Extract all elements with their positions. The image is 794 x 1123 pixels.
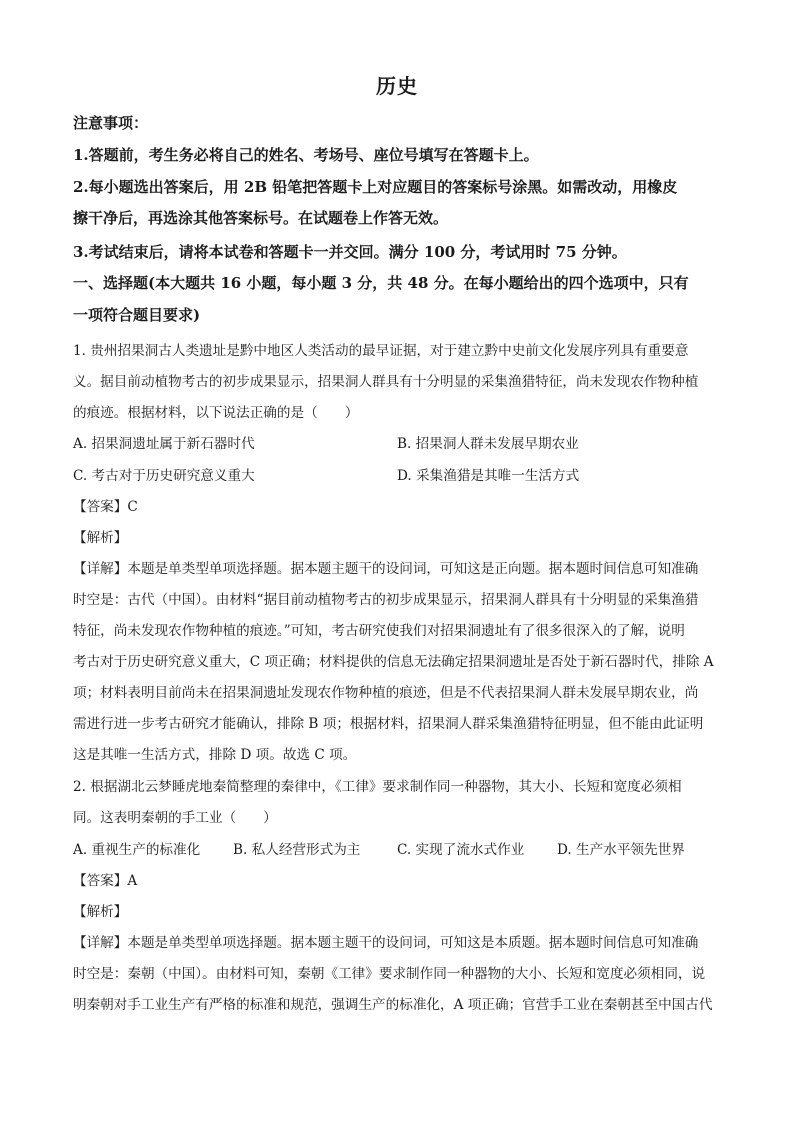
q1-detail-line: 考古对于历史研究意义重大，C 项正确；材料提供的信息无法确定招果洞遗址是否处于新石器时代，排除 A — [73, 654, 714, 670]
notice-heading: 注意事项： — [73, 114, 149, 132]
page-title: 历史 — [376, 74, 418, 98]
notice-item: 2.每小题选出答案后，用 2B 铅笔把答题卡上对应题目的答案标号涂黑。如需改动，用橡皮 — [73, 178, 678, 196]
q1-option-a: A. 招果洞遗址属于新石器时代 — [73, 436, 255, 452]
q1-analysis-label: 【解析】 — [73, 530, 128, 546]
section-heading-cont: 一项符合题目要求) — [73, 306, 201, 324]
q1-detail-line: 项；材料表明目前尚未在招果洞遗址发现农作物种植的痕迹，但是不代表招果洞人群未发展早期农业，尚 — [73, 685, 699, 701]
q1-option-d: D. 采集渔猎是其唯一生活方式 — [397, 468, 580, 484]
q2-stem-line: 同。这表明秦朝的手工业（ ） — [73, 810, 277, 826]
notice-item: 3.考试结束后，请将本试卷和答题卡一并交回。满分 100 分，考试用时 75 分钟。 — [73, 243, 627, 261]
q2-option-b: B. 私人经营形式为主 — [233, 842, 361, 858]
q1-detail-line: 时空是：古代（中国）。由材料“据目前动植物考古的初步成果显示，招果洞人群具有十分明显的采集渔猎 — [73, 592, 699, 608]
section-heading: 一、选择题(本大题共 16 小题，每小题 3 分，共 48 分。在每小题给出的四个选项中，只有 — [73, 274, 689, 292]
q2-analysis-label: 【解析】 — [73, 904, 128, 920]
q1-answer: 【答案】C — [73, 499, 138, 515]
q1-stem-line: 义。据目前动植物考古的初步成果显示，招果洞人群具有十分明显的采集渔猎特征，尚未发现农作物种植 — [73, 374, 699, 390]
q2-option-c: C. 实现了流水式作业 — [397, 842, 525, 858]
q1-detail-line: 【详解】本题是单类型单项选择题。据本题主题干的设问词，可知这是正向题。据本题时间信息可知准确 — [73, 561, 699, 577]
q2-stem-line: 2. 根据湖北云梦睡虎地秦简整理的秦律中，《工律》要求制作同一种器物，其大小、长短和宽度必须相 — [73, 779, 682, 795]
q1-option-c: C. 考古对于历史研究意义重大 — [73, 468, 255, 484]
q2-option-a: A. 重视生产的标准化 — [73, 842, 201, 858]
q1-detail-line: 这是其唯一生活方式，排除 D 项。故选 C 项。 — [73, 747, 357, 763]
q2-detail-line: 【详解】本题是单类型单项选择题。据本题主题干的设问词，可知这是本质题。据本题时间信息可知准确 — [73, 935, 699, 951]
q2-option-d: D. 生产水平领先世界 — [557, 842, 685, 858]
q2-detail-line: 时空是：秦朝（中国）。由材料可知，秦朝《工律》要求制作同一种器物的大小、长短和宽度必须相同，说 — [73, 966, 706, 982]
q1-stem-line: 的痕迹。根据材料，以下说法正确的是（ ） — [73, 405, 359, 421]
q2-answer: 【答案】A — [73, 873, 138, 889]
q1-detail-line: 特征，尚未发现农作物种植的痕迹。”可知，考古研究使我们对招果洞遗址有了很多很深入的了解，说明 — [73, 623, 685, 639]
q1-stem-line: 1. 贵州招果洞古人类遗址是黔中地区人类活动的最早证据，对于建立黔中史前文化发展序列具有重要意 — [73, 343, 689, 359]
notice-item: 1.答题前，考生务必将自己的姓名、考场号、座位号填写在答题卡上。 — [73, 146, 539, 164]
notice-item: 擦干净后，再选涂其他答案标号。在试题卷上作答无效。 — [73, 209, 449, 227]
q1-detail-line: 需进行进一步考古研究才能确认，排除 B 项；根据材料，招果洞人群采集渔猎特征明显，但不能由此证明 — [73, 716, 704, 732]
q2-detail-line: 明秦朝对手工业生产有严格的标准和规范，强调生产的标准化，A 项正确；官营手工业在秦朝甚至中国古代 — [73, 997, 713, 1013]
q1-option-b: B. 招果洞人群未发展早期农业 — [397, 436, 579, 452]
